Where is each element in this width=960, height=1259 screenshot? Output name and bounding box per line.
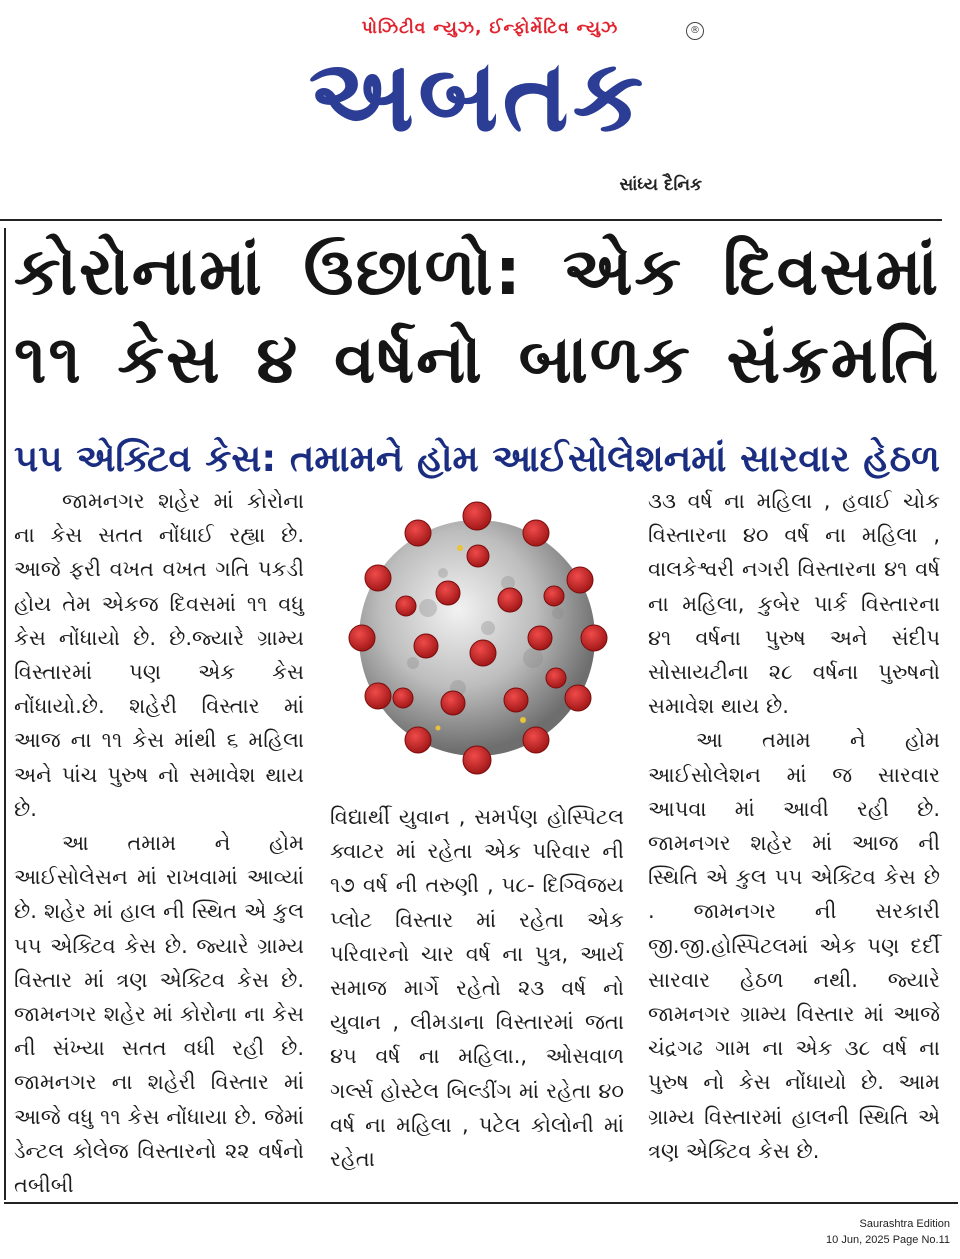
paragraph: વિદ્યાર્થી યુવાન , સમર્પણ હોસ્પિટલ ક્વાટર માં રહેતા એક પરિવાર ની ૧૭ વર્ષ ની તરુણી , ૫૮- દિગ્વિજય પ્લોટ વિસ્તાર માં રહેતા એક પરિવારનો ચાર વર્ષ ના પુત્ર, આર્ય સમાજ માર્ગે રહેતો ૨૩ વર્ષ નો યુવાન , લીમડાના વિસ્તારમાં જતા ૪૫ વર્ષ ના મહિલા., ઓસવાળ ગર્લ્સ હોસ્ટેલ બિલ્ડીંગ માં રહેતા ૪૦ વર્ષ ના મહિલા , પટેલ કોલોની માં રહેતા [330, 805, 624, 1172]
article-subhead: ૫૫ એક્ટિવ કેસ: તમામને હોમ આઈસોલેશનમાં સારવાર હેઠળ [14, 437, 940, 480]
footer-divider [4, 1202, 958, 1204]
paragraph: જામનગર શહેર માં કોરોના ના કેસ સતત નોંધાઈ રહ્યા છે. આજે ફરી વખત વખત ગતિ પકડી હોય તેમ એકજ દિવસમાં ૧૧ વધુ કેસ નોંધાયો છે. છે.જ્યારે ગ્રામ્ય વિસ્તારમાં પણ એક કેસ નોંધાયો.છે. શહેરી વિસ્તાર માં આજ ના ૧૧ કેસ માંથી ૬ મહિલા અને પાંચ પુરુષ નો સમાવેશ થાય છે. [14, 489, 304, 821]
headline-line-2: ૧૧ કેસ ૪ વર્ષનો બાળક સંક્રમતિ [14, 321, 940, 398]
paragraph: ૩૩ વર્ષ ના મહિલા , હવાઈ ચોક વિસ્તારના ૪૦ વર્ષ ના મહિલા , વાલકેશ્વરી નગરી વિસ્તારના ૪૧ વર્ષ ના મહિલા, કુબેર પાર્ક વિસ્તારના ૪૧ વર્ષના પુરુષ અને સંદીપ સોસાયટીના ૨૮ વર્ષના પુરુષનો સમાવેશ થાય છે. [648, 489, 940, 719]
article-column-1 [14, 484, 304, 1202]
coronavirus-illustration [318, 488, 636, 788]
date-page-label: 10 Jun, 2025 Page No.11 [826, 1234, 950, 1246]
article-headline [14, 228, 940, 404]
edition-label: Saurashtra Edition [859, 1218, 950, 1230]
article-column-2 [330, 800, 624, 1176]
page-footer [826, 1216, 950, 1248]
paragraph: આ તમામ ને હોમ આઈસોલેશન માં જ સારવાર આપવા માં આવી રહી છે. જામનગર શહેર માં આજ ની સ્થિતિ એ કુલ ૫૫ એક્ટિવ કેસ છે . જામનગર ની સરકારી જી.જી.હોસ્પિટલમાં એક પણ દર્દી સારવાર હેઠળ નથી. જ્યારે જામનગર ગ્રામ્ય વિસ્તાર માં આજે ચંદ્રગઢ ગામ ના એક ૩૮ વર્ષ ના પુરુષ નો કેસ નોંધાયો છે. આમ ગ્રામ્ય વિસ્તારમાં હાલની સ્થિતિ એ ત્રણ એક્ટિવ કેસ છે. [648, 728, 940, 1163]
header-divider [0, 219, 942, 221]
registered-mark: ® [686, 22, 704, 40]
logo-wordmark: અબતક [308, 37, 648, 154]
newspaper-logo[interactable] [258, 37, 698, 154]
article-column-3 [648, 484, 940, 1168]
masthead [0, 0, 960, 215]
masthead-tagline: પોઝિટીવ ન્યુઝ, ઈન્ફોર્મેટિવ ન્યુઝ [361, 18, 619, 38]
paragraph: આ તમામ ને હોમ આઈસોલેસન માં રાખવામાં આવ્યાં છે. શહેર માં હાલ ની સ્થિત એ કુલ ૫૫ એક્ટિવ કેસ છે. જ્યારે ગ્રામ્ય વિસ્તાર માં ત્રણ એક્ટિવ કેસ છે. જામનગર શહેર માં કોરોના ના કેસ ની સંખ્યા સતત વધી રહી છે. જામનગર ના શહેરી વિસ્તાર માં આજે વધુ ૧૧ કેસ નોંધાયા છે. જેમાં ડેન્ટલ કોલેજ વિસ્તારનો ૨૨ વર્ષનો તબીબી [14, 831, 304, 1198]
headline-line-1: કોરોનામાં ઉછાળો: એક દિવસમાં [14, 233, 940, 310]
masthead-subtitle: સાંધ્ય દૈનિક [619, 175, 702, 195]
